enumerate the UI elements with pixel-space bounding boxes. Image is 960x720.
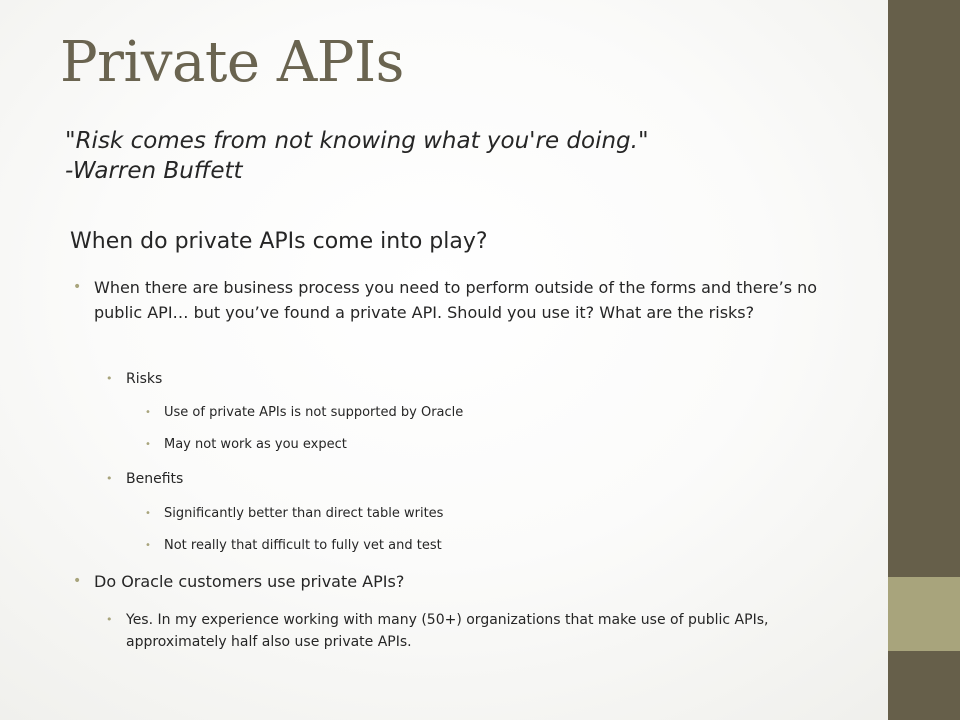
quote-block <box>65 126 765 186</box>
list-item <box>106 609 816 653</box>
list-item <box>106 468 184 490</box>
list-item-text: Yes. In my experience working with many (50+) organizations that make use of public APIs, approximately half also use private APIs. <box>126 612 769 650</box>
slide-title: Private APIs <box>60 30 404 95</box>
list-item <box>145 504 444 524</box>
list-item <box>73 569 834 594</box>
bullet-icon: • <box>145 508 151 519</box>
list-item <box>145 435 347 455</box>
bullet-icon: • <box>106 372 113 385</box>
list-item-text: Risks <box>126 371 163 387</box>
quote-author: -Warren Buffett <box>65 158 243 184</box>
list-item-text: Not really that difficult to fully vet and test <box>164 538 442 553</box>
list-item-text: Use of private APIs is not supported by Oracle <box>164 405 464 420</box>
bullet-icon: • <box>145 540 151 551</box>
list-item <box>145 536 442 556</box>
section-heading: When do private APIs come into play? <box>70 229 488 254</box>
list-item-text: Benefits <box>126 471 184 487</box>
list-item-text: When there are business process you need to perform outside of the forms and there’s no public API… but you’ve found a private API. Should you use it? What are the risks? <box>94 278 818 322</box>
list-item <box>106 368 163 390</box>
bullet-icon: • <box>145 439 151 450</box>
sidebar-accent-block <box>888 577 960 651</box>
list-item-text: May not work as you expect <box>164 437 347 452</box>
bullet-icon: • <box>73 279 82 295</box>
list-item-text: Do Oracle customers use private APIs? <box>94 572 405 591</box>
bullet-icon: • <box>106 472 113 485</box>
list-item-text: Significantly better than direct table writes <box>164 506 444 521</box>
quote-text: "Risk comes from not knowing what you're doing." <box>65 128 649 154</box>
bullet-icon: • <box>106 613 113 626</box>
bullet-icon: • <box>73 573 82 589</box>
list-item <box>145 403 464 423</box>
list-item <box>73 275 834 325</box>
bullet-icon: • <box>145 407 151 418</box>
